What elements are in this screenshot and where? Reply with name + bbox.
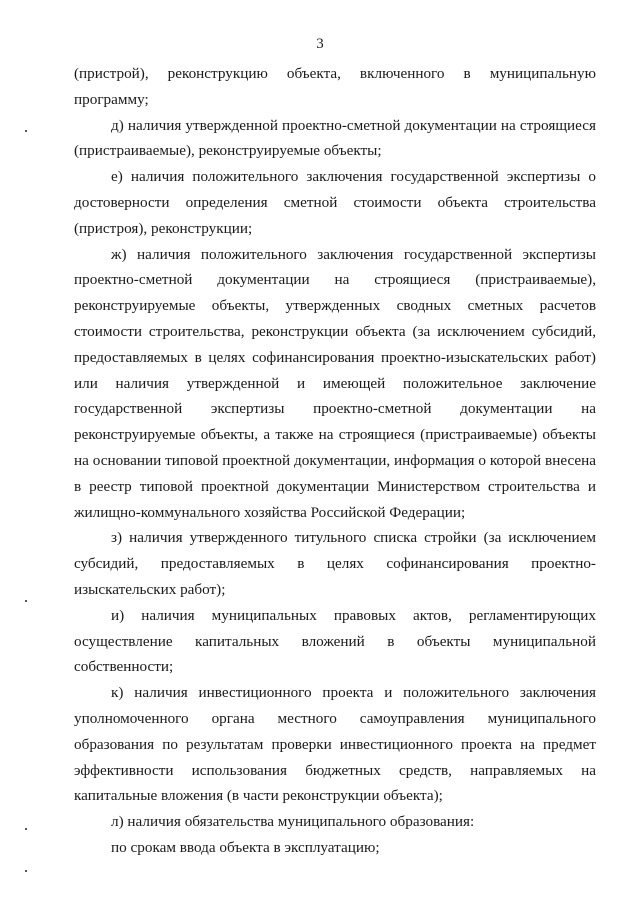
- paragraph-item-e: е) наличия положительного заключения государственной экспертизы о достоверности определения сметной стоимости объекта строительства (пристроя), реконструкции;: [74, 168, 596, 237]
- page-number: 3: [316, 36, 324, 52]
- margin-mark: [25, 600, 27, 602]
- paragraph-item-z: з) наличия утвержденного титульного списка стройки (за исключением субсидий, предоставляемых в целях софинансирования проектно-изыскательских работ);: [74, 529, 596, 598]
- paragraph-continuation: (пристрой), реконструкцию объекта, включенного в муниципальную программу;: [74, 65, 596, 108]
- paragraph-item-k: к) наличия инвестиционного проекта и положительного заключения уполномоченного органа местного самоуправления муниципального образования по результатам проверки инвестиционного проекта на предмет эффективности использования бюджетных средств, направляемых на капитальные вложения (в части реконструкции объекта);: [74, 684, 596, 805]
- paragraph-item-l: л) наличия обязательства муниципального образования:: [111, 813, 475, 831]
- margin-mark: [25, 870, 27, 872]
- paragraph-commissioning-deadline: по срокам ввода объекта в эксплуатацию;: [111, 838, 380, 856]
- body-text: [74, 61, 596, 861]
- paragraph-item-d: д) наличия утвержденной проектно-сметной документации на строящиеся (пристраиваемые), реконструируемые объекты;: [74, 116, 596, 160]
- paragraph-item-zh: ж) наличия положительного заключения государственной экспертизы проектно-сметной документации на строящиеся (пристраиваемые), реконструируемые объекты, утвержденных сводных сметных расчетов стоимости строительства, реконструкции объекта (за исключением субсидий, предоставляемых в целях софинансирования проектно-изыскательских работ) или наличия утвержденной и имеющей положительное заключение государственной экспертизы проектно-сметной документации на реконструируемые объекты, а также на строящиеся (пристраиваемые) объекты на основании типовой проектной документации, информация о которой внесена в реестр типовой проектной документации Министерством строительства и жилищно-коммунального хозяйства Российской Федерации;: [74, 245, 596, 521]
- paragraph-item-i: и) наличия муниципальных правовых актов, регламентирующих осуществление капитальных вложений в объекты муниципальной собственности;: [74, 606, 596, 676]
- margin-mark: [25, 828, 27, 830]
- margin-mark: [25, 130, 27, 132]
